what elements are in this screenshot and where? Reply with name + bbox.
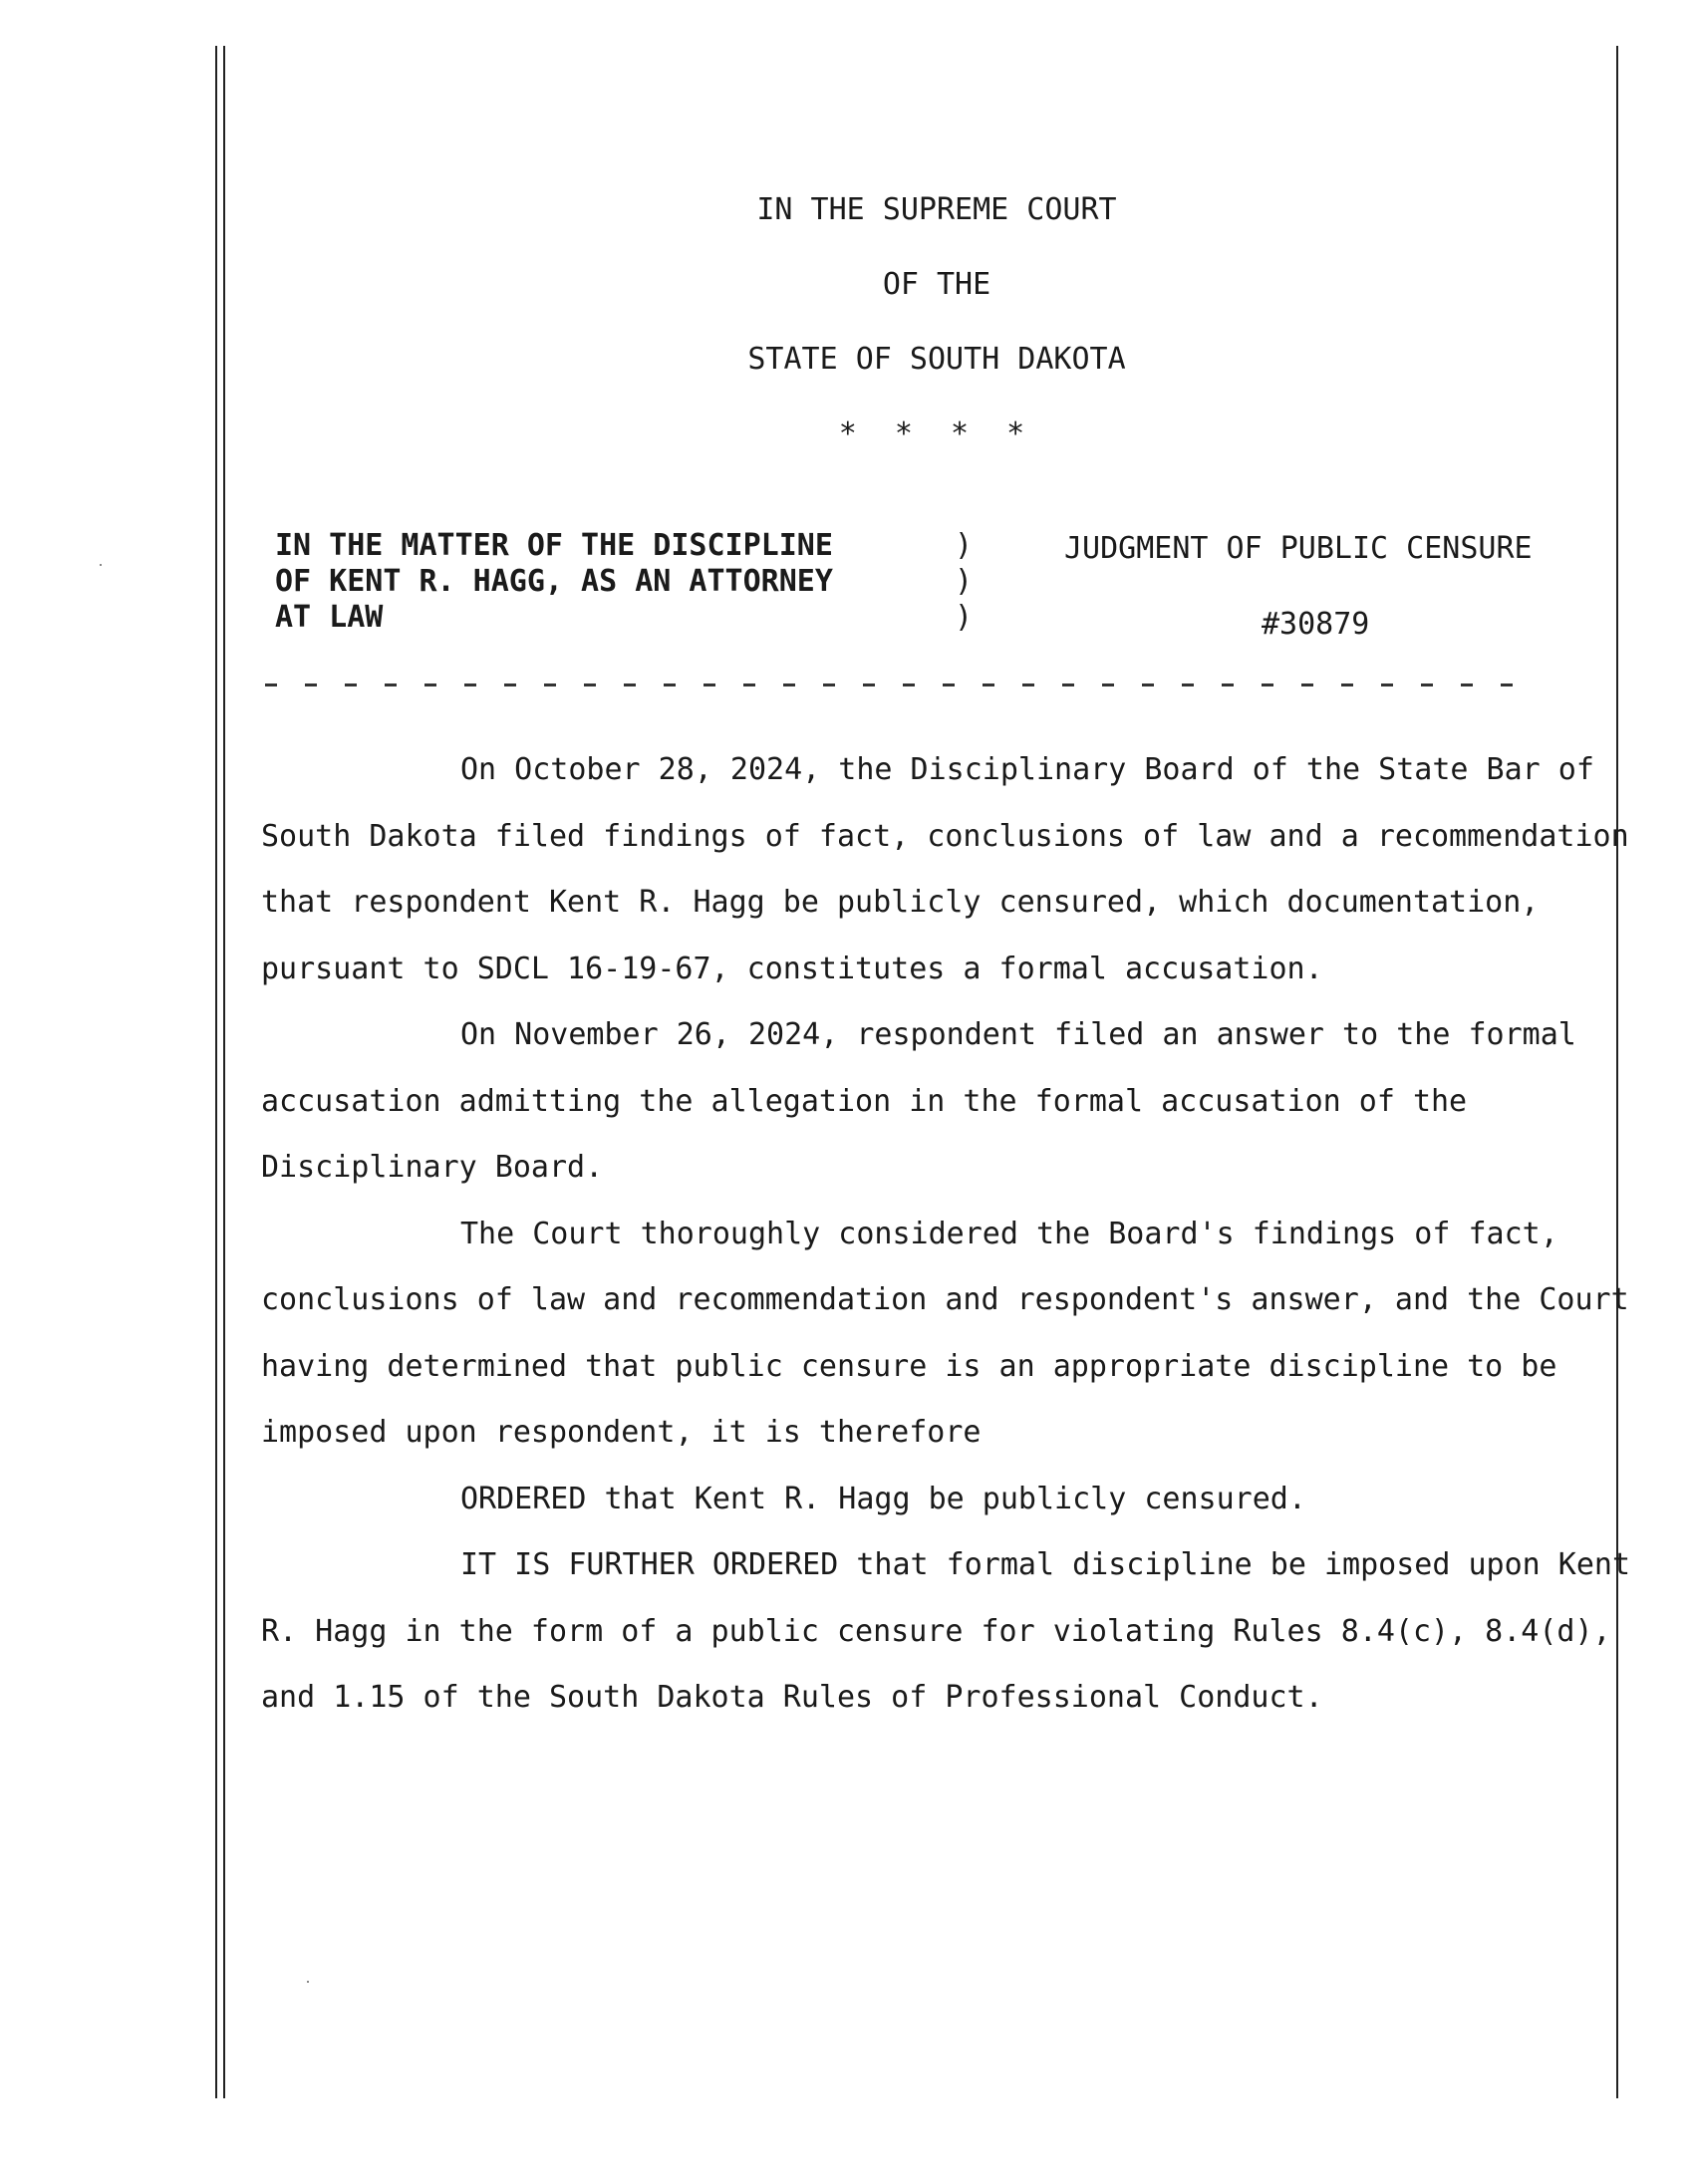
paragraph-answer: On November 26, 2024, respondent filed an answer to the formal accusation admitting the allegation in the formal accusation of the Disciplinary Board. [261,1017,1576,1185]
court-heading-line-3: STATE OF SOUTH DAKOTA [747,342,1126,377]
judgment-title: JUDGMENT OF PUBLIC CENSURE [1064,531,1533,566]
case-number: #30879 [1262,607,1370,642]
paragraph-court-consideration: The Court thoroughly considered the Board's findings of fact, conclusions of law and recommendation and respondent's answer, and the Court having determined that public censure is an appropriate discipline to be imposed upon respondent, it is therefore [261,1216,1629,1450]
judgment-body [261,737,1636,1732]
heading-separator: * * * * [838,416,1035,451]
court-heading-line-1: IN THE SUPREME COURT [756,192,1117,227]
scan-speck [100,564,102,566]
caption-dashed-divider [265,683,1531,686]
paragraph-further-order: IT IS FURTHER ORDERED that formal discipline be imposed upon Kent R. Hagg in the form of a public censure for violating Rules 8.4(c), 8.4(d), and 1.15 of the South Dakota Rules of Professional Conduct. [261,1547,1630,1715]
paragraph-formal-accusation: On October 28, 2024, the Disciplinary Board of the State Bar of South Dakota filed findings of fact, conclusions of law and a recommendation that respondent Kent R. Hagg be publicly censured, which documentation, pursuant to SDCL 16-19-67, constitutes a formal accusation. [261,752,1629,986]
caption-parentheses: ) ) ) [955,528,974,635]
paragraph-order: ORDERED that Kent R. Hagg be publicly censured. [460,1481,1306,1516]
scan-speck [307,1981,309,1983]
court-heading-line-2: OF THE [882,267,991,302]
case-caption-matter: IN THE MATTER OF THE DISCIPLINE OF KENT R. HAGG, AS AN ATTORNEY AT LAW [275,528,833,635]
